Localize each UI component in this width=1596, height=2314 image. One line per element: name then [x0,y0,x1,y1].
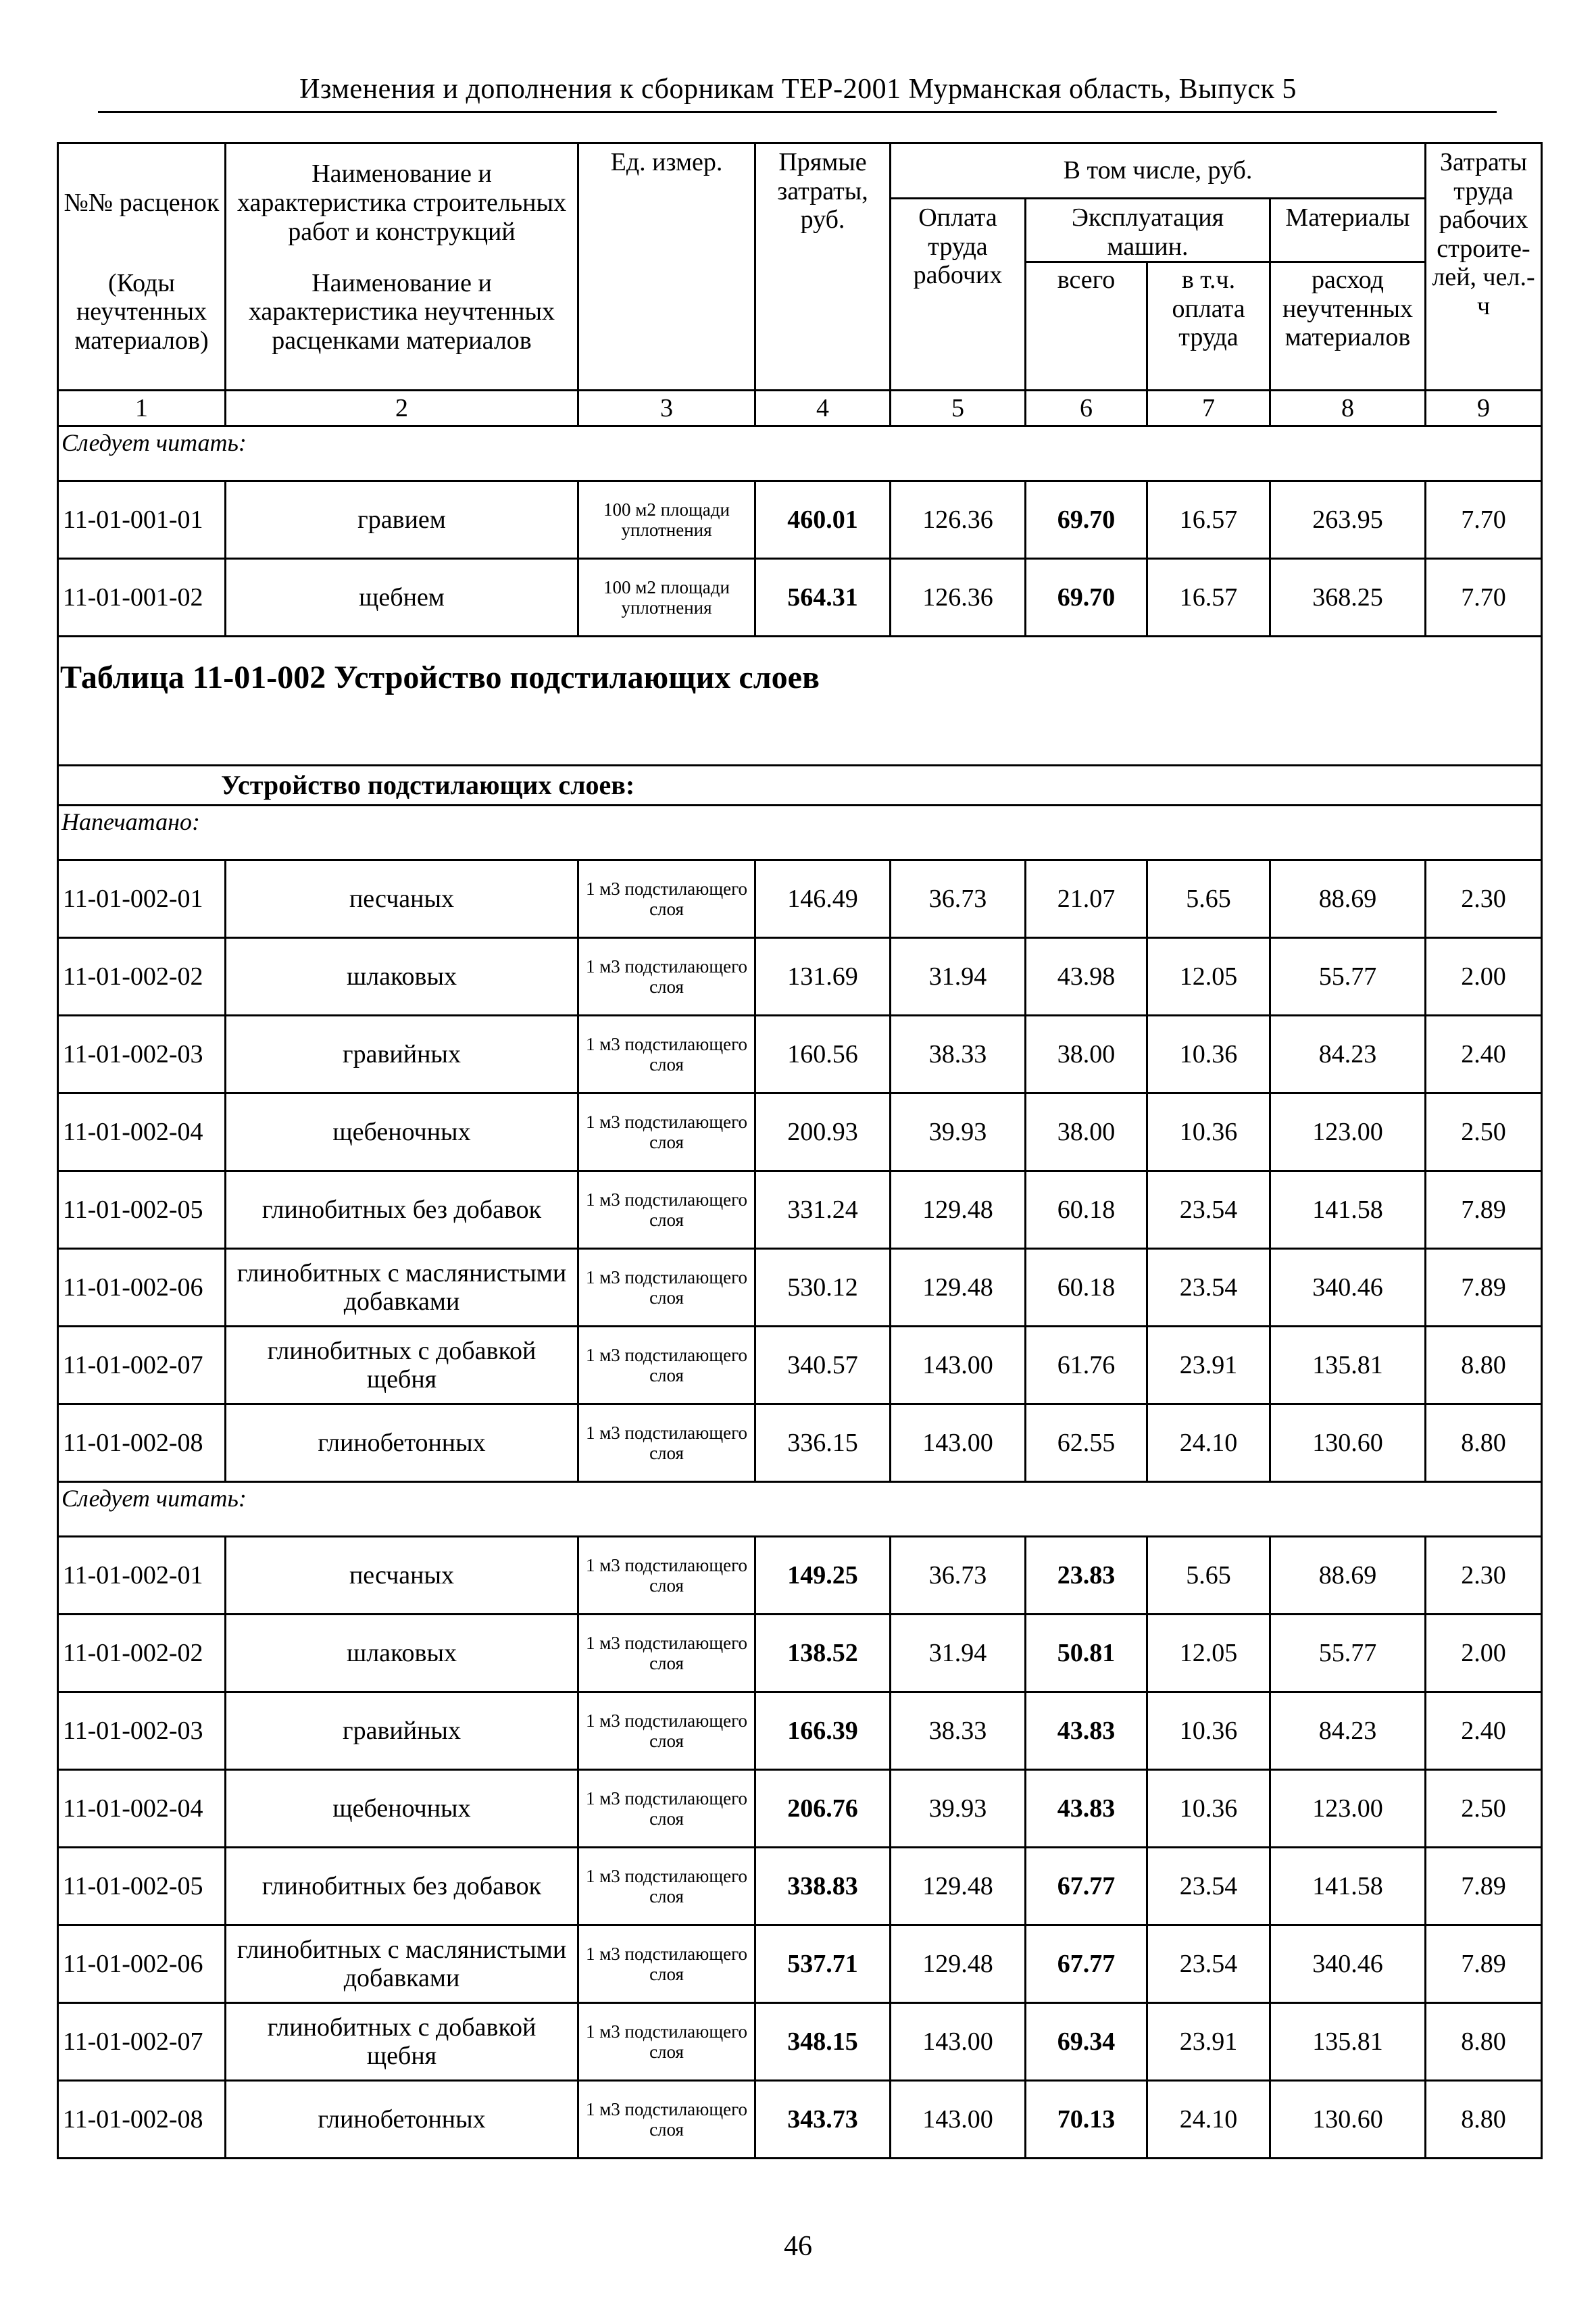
row-pay: 143.00 [891,2081,1026,2159]
row-mach: 43.83 [1026,1692,1147,1770]
row-direct: 146.49 [755,860,891,938]
row-mach-pay: 23.91 [1147,2003,1270,2081]
row-pay: 143.00 [891,1327,1026,1404]
row-unit: 1 м3 подстилающего слоя [578,1615,755,1692]
row-code: 11-01-002-03 [58,1692,226,1770]
row-labor: 8.80 [1426,2081,1542,2159]
row-unit: 1 м3 подстилающего слоя [578,2003,755,2081]
col-number: 9 [1426,391,1542,426]
corrected-rows [58,1537,1542,2159]
row-mat: 141.58 [1270,1171,1426,1249]
row-name: песчаных [226,1537,578,1615]
printed-rows [58,860,1542,1482]
table-title: Таблица 11-01-002 Устройство подстилающих слоев [58,637,1542,719]
col-machines-total: всего [1026,262,1147,391]
should-read-label: Следует читать: [58,426,1542,459]
row-pay: 143.00 [891,2003,1026,2081]
printed-label: Напечатано: [58,806,1542,838]
row-pay: 126.36 [891,559,1026,637]
row-name: гравийных [226,1016,578,1093]
row-labor: 8.80 [1426,2003,1542,2081]
row-pay: 143.00 [891,1404,1026,1482]
row-mach: 21.07 [1026,860,1147,938]
row-mach: 67.77 [1026,1848,1147,1925]
row-code: 11-01-002-06 [58,1925,226,2003]
row-mach: 69.70 [1026,481,1147,559]
row-direct: 564.31 [755,559,891,637]
row-unit: 1 м3 подстилающего слоя [578,1093,755,1171]
row-direct: 537.71 [755,1925,891,2003]
row-pay: 38.33 [891,1692,1026,1770]
section-table-title [58,637,1542,806]
row-mat: 84.23 [1270,1016,1426,1093]
row-mat: 130.60 [1270,2081,1426,2159]
row-mach: 70.13 [1026,2081,1147,2159]
row-mach-pay: 23.54 [1147,1925,1270,2003]
row-mach: 69.34 [1026,2003,1147,2081]
col-number: 5 [891,391,1026,426]
row-labor: 7.89 [1426,1848,1542,1925]
label-spacer [58,458,1542,481]
row-unit: 1 м3 подстилающего слоя [578,1848,755,1925]
table-row [58,1692,1542,1770]
row-code: 11-01-002-05 [58,1848,226,1925]
row-mat: 55.77 [1270,938,1426,1016]
row-code: 11-01-002-05 [58,1171,226,1249]
table-title-spacer [58,718,1542,766]
row-mach-pay: 23.54 [1147,1848,1270,1925]
table-row [58,1404,1542,1482]
row-labor: 7.70 [1426,481,1542,559]
section-1 [58,426,1542,637]
table-row [58,1093,1542,1171]
col-unit: Ед. измер. [578,143,755,391]
col-machines-labor: в т.ч. оплата труда [1147,262,1270,391]
table-row [58,559,1542,637]
row-name: глинобетонных [226,2081,578,2159]
row-direct: 348.15 [755,2003,891,2081]
col-including: В том числе, руб. [891,143,1426,199]
row-name: глинобитных без добавок [226,1848,578,1925]
col-name-bottom: Наименование и характеристика неучтенных расценками материалов [226,269,578,391]
column-numbers-row [58,391,1542,426]
table-row [58,1615,1542,1692]
col-materials: Материалы [1270,199,1426,262]
row-direct: 336.15 [755,1404,891,1482]
row-code: 11-01-002-08 [58,2081,226,2159]
row-labor: 2.40 [1426,1016,1542,1093]
row-mach: 50.81 [1026,1615,1147,1692]
row-labor: 8.80 [1426,1327,1542,1404]
row-pay: 129.48 [891,1249,1026,1327]
col-code-bottom: (Коды неучтенных материалов) [58,269,226,391]
row-mat: 55.77 [1270,1615,1426,1692]
row-mach-pay: 5.65 [1147,860,1270,938]
row-unit: 1 м3 подстилающего слоя [578,2081,755,2159]
row-mat: 123.00 [1270,1770,1426,1848]
row-labor: 2.30 [1426,1537,1542,1615]
row-mach: 62.55 [1026,1404,1147,1482]
row-unit: 1 м3 подстилающего слоя [578,1171,755,1249]
row-direct: 160.56 [755,1016,891,1093]
table-row [58,1925,1542,2003]
label-spacer [58,837,1542,860]
table-row [58,1171,1542,1249]
row-direct: 340.57 [755,1327,891,1404]
row-pay: 31.94 [891,1615,1026,1692]
row-mach: 69.70 [1026,559,1147,637]
row-mat: 340.46 [1270,1925,1426,2003]
row-code: 11-01-002-01 [58,1537,226,1615]
row-mach-pay: 10.36 [1147,1692,1270,1770]
row-mach: 61.76 [1026,1327,1147,1404]
page-header-title: Изменения и дополнения к сборникам ТЕР-2001 Мурманская область, Выпуск 5 [299,74,1297,105]
row-mach: 38.00 [1026,1093,1147,1171]
row-pay: 39.93 [891,1770,1026,1848]
row-mach-pay: 10.36 [1147,1016,1270,1093]
table-row [58,2003,1542,2081]
row-mach-pay: 23.54 [1147,1249,1270,1327]
row-code: 11-01-002-07 [58,1327,226,1404]
row-code: 11-01-002-02 [58,938,226,1016]
col-number: 8 [1270,391,1426,426]
row-unit: 1 м3 подстилающего слоя [578,938,755,1016]
row-pay: 39.93 [891,1093,1026,1171]
row-labor: 7.70 [1426,559,1542,637]
page-number: 46 [784,2231,812,2262]
row-pay: 31.94 [891,938,1026,1016]
row-mat: 141.58 [1270,1848,1426,1925]
header-rule [98,111,1497,113]
row-mach-pay: 16.57 [1147,481,1270,559]
row-unit: 1 м3 подстилающего слоя [578,1249,755,1327]
table-row [58,1249,1542,1327]
row-mach-pay: 24.10 [1147,1404,1270,1482]
row-direct: 343.73 [755,2081,891,2159]
row-mach-pay: 16.57 [1147,559,1270,637]
corrected-section [58,1482,1542,1537]
table-row [58,938,1542,1016]
row-code: 11-01-002-04 [58,1093,226,1171]
row-labor: 8.80 [1426,1404,1542,1482]
table-row [58,1537,1542,1615]
label-spacer [58,1514,1542,1537]
row-code: 11-01-002-08 [58,1404,226,1482]
col-number: 3 [578,391,755,426]
row-pay: 36.73 [891,1537,1026,1615]
should-read-label-2: Следует читать: [58,1482,1542,1515]
row-mach: 43.98 [1026,938,1147,1016]
row-mach: 23.83 [1026,1537,1147,1615]
row-mat: 135.81 [1270,1327,1426,1404]
row-name: шлаковых [226,938,578,1016]
row-unit: 100 м2 площади уплотнения [578,559,755,637]
row-code: 11-01-002-02 [58,1615,226,1692]
col-name-divider [226,262,578,269]
row-code: 11-01-002-04 [58,1770,226,1848]
row-mach-pay: 10.36 [1147,1093,1270,1171]
row-name: песчаных [226,860,578,938]
row-mach: 60.18 [1026,1249,1147,1327]
row-name: глинобитных с добавкой щебня [226,2003,578,2081]
row-mach-pay: 23.91 [1147,1327,1270,1404]
row-unit: 1 м3 подстилающего слоя [578,1404,755,1482]
row-unit: 1 м3 подстилающего слоя [578,1925,755,2003]
row-mach: 43.83 [1026,1770,1147,1848]
row-name: глинобетонных [226,1404,578,1482]
col-labor-pay: Оплата труда рабочих [891,199,1026,391]
col-machines: Эксплуатация машин. [1026,199,1270,262]
row-direct: 338.83 [755,1848,891,1925]
row-pay: 129.48 [891,1848,1026,1925]
row-mat: 368.25 [1270,559,1426,637]
row-unit: 1 м3 подстилающего слоя [578,1692,755,1770]
printed-section [58,806,1542,860]
col-labor-cost: Затраты труда рабочих строите-лей, чел.-ч [1426,143,1542,391]
table-row [58,2081,1542,2159]
row-labor: 2.40 [1426,1692,1542,1770]
row-pay: 129.48 [891,1925,1026,2003]
col-direct: Прямые затраты, руб. [755,143,891,391]
row-unit: 1 м3 подстилающего слоя [578,1537,755,1615]
row-name: глинобитных с добавкой щебня [226,1327,578,1404]
row-mach: 67.77 [1026,1925,1147,2003]
row-pay: 38.33 [891,1016,1026,1093]
row-mat: 88.69 [1270,1537,1426,1615]
row-pay: 129.48 [891,1171,1026,1249]
row-mach-pay: 12.05 [1147,1615,1270,1692]
row-labor: 2.50 [1426,1093,1542,1171]
row-name: щебеночных [226,1770,578,1848]
col-number: 2 [226,391,578,426]
row-mat: 84.23 [1270,1692,1426,1770]
row-mach-pay: 10.36 [1147,1770,1270,1848]
row-mat: 263.95 [1270,481,1426,559]
col-number: 4 [755,391,891,426]
row-labor: 7.89 [1426,1249,1542,1327]
row-pay: 126.36 [891,481,1026,559]
col-number: 7 [1147,391,1270,426]
row-labor: 2.00 [1426,938,1542,1016]
row-direct: 460.01 [755,481,891,559]
row-code: 11-01-002-07 [58,2003,226,2081]
row-unit: 100 м2 площади уплотнения [578,481,755,559]
table-row [58,1327,1542,1404]
row-direct: 138.52 [755,1615,891,1692]
table-row [58,860,1542,938]
row-name: глинобитных без добавок [226,1171,578,1249]
table-subtitle: Устройство подстилающих слоев: [58,766,1542,806]
col-materials-use: расход неучтенных материалов [1270,262,1426,391]
row-name: глинобитных с маслянистыми добавками [226,1925,578,2003]
row-pay: 36.73 [891,860,1026,938]
row-unit: 1 м3 подстилающего слоя [578,860,755,938]
table-row [58,1770,1542,1848]
table-row [58,1848,1542,1925]
row-direct: 166.39 [755,1692,891,1770]
row-direct: 149.25 [755,1537,891,1615]
row-code: 11-01-002-06 [58,1249,226,1327]
row-direct: 131.69 [755,938,891,1016]
col-code-spacer [58,262,226,269]
row-unit: 1 м3 подстилающего слоя [578,1016,755,1093]
row-direct: 206.76 [755,1770,891,1848]
rates-table [57,142,1543,2159]
table-header [58,143,1542,426]
row-name: щебеночных [226,1093,578,1171]
row-labor: 7.89 [1426,1171,1542,1249]
row-code: 11-01-002-01 [58,860,226,938]
row-mat: 340.46 [1270,1249,1426,1327]
col-number: 1 [58,391,226,426]
row-mach-pay: 12.05 [1147,938,1270,1016]
row-mach-pay: 24.10 [1147,2081,1270,2159]
col-code-top: №№ расценок [58,143,226,262]
row-mat: 135.81 [1270,2003,1426,2081]
row-labor: 2.50 [1426,1770,1542,1848]
row-mach-pay: 5.65 [1147,1537,1270,1615]
row-labor: 7.89 [1426,1925,1542,2003]
row-unit: 1 м3 подстилающего слоя [578,1327,755,1404]
row-direct: 530.12 [755,1249,891,1327]
row-unit: 1 м3 подстилающего слоя [578,1770,755,1848]
row-mach: 60.18 [1026,1171,1147,1249]
col-name-top: Наименование и характеристика строительных работ и конструкций [226,143,578,262]
row-name: шлаковых [226,1615,578,1692]
row-mat: 88.69 [1270,860,1426,938]
row-code: 11-01-001-02 [58,559,226,637]
row-labor: 2.00 [1426,1615,1542,1692]
table-row [58,481,1542,559]
row-mat: 123.00 [1270,1093,1426,1171]
row-code: 11-01-002-03 [58,1016,226,1093]
col-number: 6 [1026,391,1147,426]
table-row [58,1016,1542,1093]
row-direct: 331.24 [755,1171,891,1249]
row-mach: 38.00 [1026,1016,1147,1093]
row-mat: 130.60 [1270,1404,1426,1482]
row-mach-pay: 23.54 [1147,1171,1270,1249]
row-labor: 2.30 [1426,860,1542,938]
row-name: щебнем [226,559,578,637]
row-direct: 200.93 [755,1093,891,1171]
row-name: гравием [226,481,578,559]
row-code: 11-01-001-01 [58,481,226,559]
row-name: глинобитных с маслянистыми добавками [226,1249,578,1327]
row-name: гравийных [226,1692,578,1770]
